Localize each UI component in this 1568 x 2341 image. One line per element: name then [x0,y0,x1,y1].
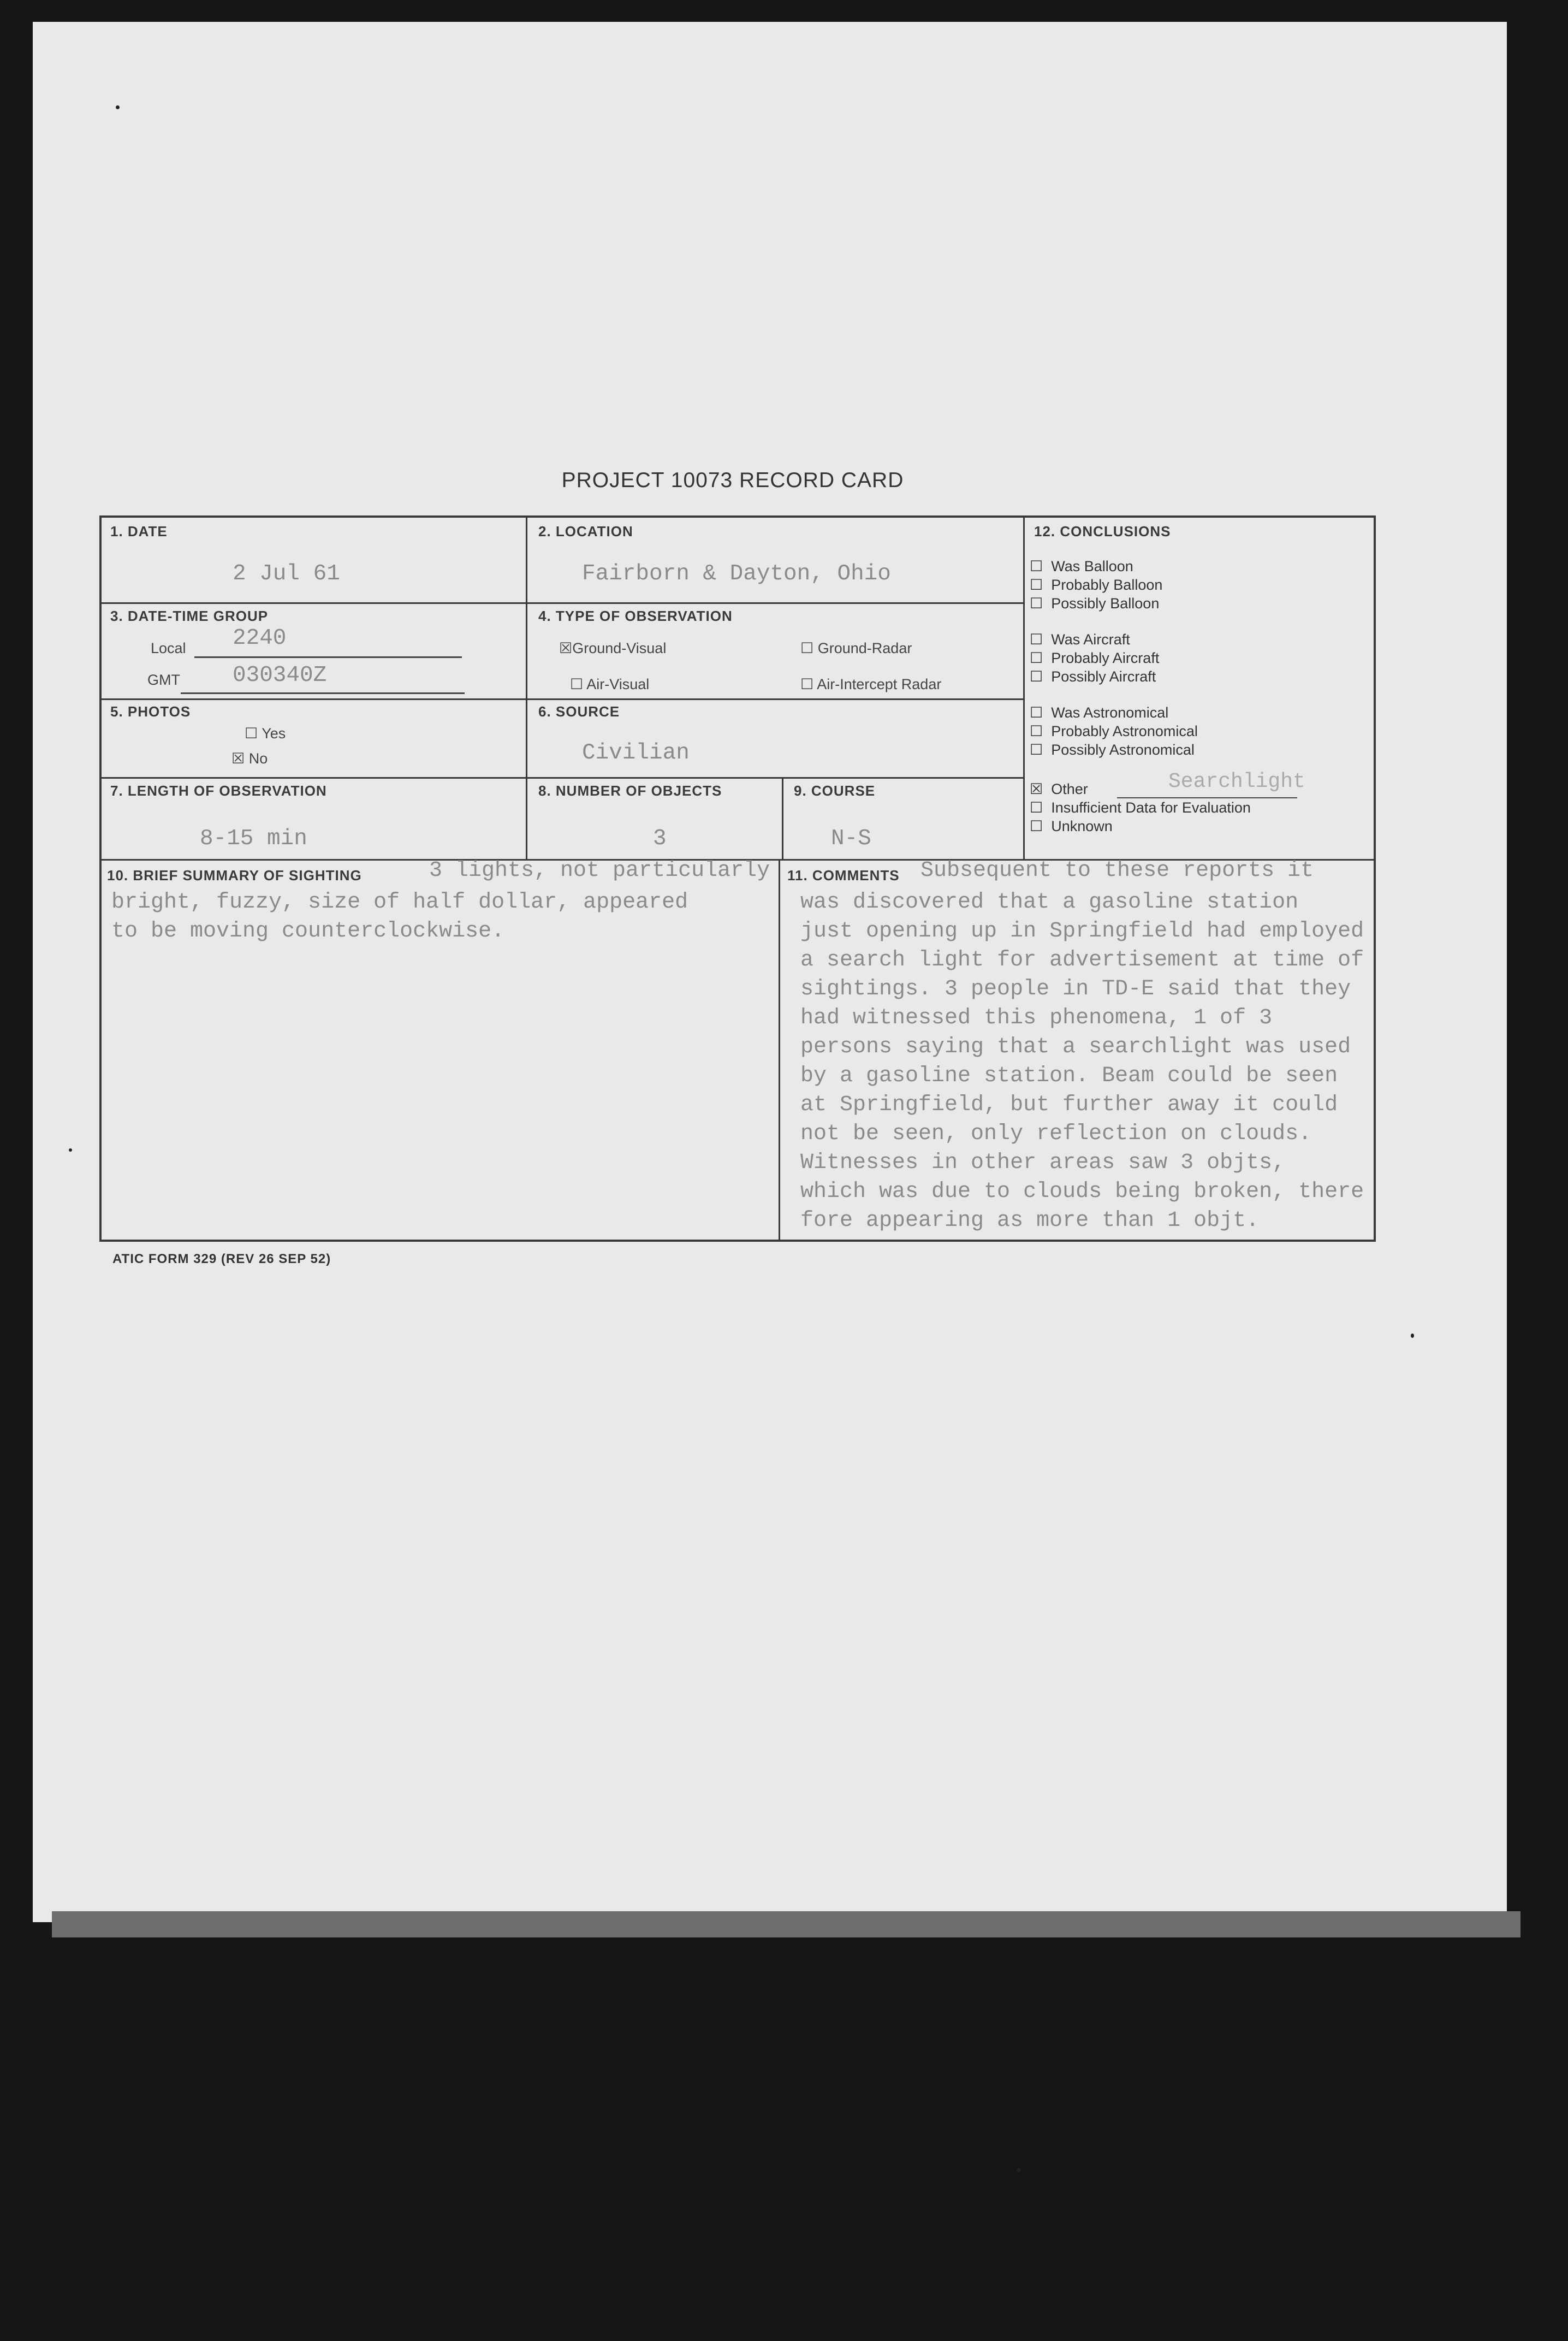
location-label: 2. LOCATION [538,523,633,540]
air-intercept-radar-option[interactable]: ☐ Air-Intercept Radar [800,676,942,692]
checkbox-icon[interactable]: ☐ [800,640,814,656]
date-time-group-label: 3. DATE-TIME GROUP [110,608,269,624]
scan-speck [1411,1334,1414,1338]
local-time-label: Local [151,640,186,656]
record-card [99,515,1376,1242]
comments-text [800,888,1364,1235]
conclusion-option[interactable]: ☐ Possibly Astronomical [1030,742,1195,758]
conclusion-option[interactable]: ☐ Probably Astronomical [1030,723,1198,739]
conclusion-option[interactable]: ☐ Probably Aircraft [1030,650,1160,666]
conclusion-other-row[interactable] [1030,780,1088,798]
length-of-observation-label: 7. LENGTH OF OBSERVATION [110,783,327,799]
comment-line: a search light for advertisement at time of [800,948,1364,973]
other-value: Searchlight [1168,770,1305,793]
number-of-objects-label: 8. NUMBER OF OBJECTS [538,783,722,799]
divider [1023,518,1025,859]
checkbox-icon[interactable]: ☐ [1030,704,1043,721]
checkbox-checked-icon[interactable]: ☒ [559,640,573,656]
scan-speck [1017,2168,1021,2172]
conclusions-label: 12. CONCLUSIONS [1034,523,1171,540]
page-edge-shadow [52,1911,1521,1937]
scan-speck [116,105,120,109]
summary-text [111,888,688,946]
other-label: Other [1051,781,1088,797]
divider [102,777,1023,779]
conclusion-option[interactable]: ☐ Was Astronomical [1030,704,1169,721]
comment-line: persons saying that a searchlight was used [800,1035,1351,1059]
ground-radar-option[interactable]: ☐ Ground-Radar [800,640,912,656]
ground-visual-option[interactable]: ☒Ground-Visual [559,640,667,656]
location-value: Fairborn & Dayton, Ohio [582,561,891,586]
type-of-observation-label: 4. TYPE OF OBSERVATION [538,608,733,624]
checkbox-icon[interactable]: ☐ [1030,818,1043,834]
conclusion-unknown-row[interactable]: ☐ Unknown [1030,818,1113,834]
divider [779,859,780,1242]
number-of-objects-value: 3 [653,826,667,851]
checkbox-icon[interactable]: ☐ [245,725,258,742]
checkbox-icon[interactable]: ☐ [570,676,584,692]
source-value: Civilian [582,740,690,766]
conclusion-option[interactable]: ☐ Possibly Aircraft [1030,668,1156,685]
checkbox-icon[interactable]: ☐ [1030,723,1043,739]
photos-no-option[interactable]: ☒ No [231,750,268,767]
checkbox-icon[interactable]: ☐ [800,676,814,692]
air-visual-option[interactable]: ☐ Air-Visual [570,676,650,692]
summary-first-line: 3 lights, not particularly [429,858,770,883]
checkbox-icon[interactable]: ☐ [1030,742,1043,758]
photos-label: 5. PHOTOS [110,703,191,720]
summary-line: to be moving counterclockwise. [111,919,505,944]
checkbox-icon[interactable]: ☐ [1030,577,1043,593]
divider [102,602,1023,604]
comment-line: which was due to clouds being broken, there [800,1180,1364,1204]
date-value: 2 Jul 61 [233,561,340,586]
checkbox-icon[interactable]: ☐ [1030,558,1043,574]
conclusion-option[interactable]: ☐ Was Balloon [1030,558,1133,574]
local-time-underline [194,656,462,658]
source-label: 6. SOURCE [538,703,620,720]
conclusions-astronomical-group [1030,703,1198,759]
conclusions-balloon-group [1030,557,1162,613]
conclusion-insufficient-row[interactable]: ☐ Insufficient Data for Evaluation [1030,799,1251,816]
gmt-underline [181,692,465,694]
comments-first-line: Subsequent to these reports it [920,858,1314,883]
comment-line: by a gasoline station. Beam could be seen [800,1064,1338,1088]
divider [526,518,527,859]
checkbox-icon[interactable]: ☐ [1030,650,1043,666]
length-of-observation-value: 8-15 min [200,826,307,851]
summary-line: bright, fuzzy, size of half dollar, appeared [111,890,688,915]
comment-line: was discovered that a gasoline station [800,890,1299,915]
course-label: 9. COURSE [794,783,876,799]
checkbox-checked-icon[interactable]: ☒ [1030,781,1043,797]
local-time-value: 2240 [233,626,287,651]
comment-line: Witnesses in other areas saw 3 objts, [800,1151,1286,1175]
checkbox-icon[interactable]: ☐ [1030,595,1043,612]
comment-line: at Springfield, but further away it could [800,1093,1338,1117]
conclusions-aircraft-group [1030,630,1159,686]
comment-line: not be seen, only reflection on clouds. [800,1122,1312,1146]
checkbox-checked-icon[interactable]: ☒ [231,750,245,767]
course-value: N-S [831,826,871,851]
photos-yes-option[interactable]: ☐ Yes [245,725,286,742]
summary-label: 10. BRIEF SUMMARY OF SIGHTING [107,867,362,884]
checkbox-icon[interactable]: ☐ [1030,631,1043,648]
checkbox-icon[interactable]: ☐ [1030,668,1043,685]
comments-label: 11. COMMENTS [787,867,900,884]
gmt-label: GMT [147,672,180,688]
date-label: 1. DATE [110,523,168,540]
conclusion-option[interactable]: ☐ Probably Balloon [1030,577,1163,593]
divider [102,698,1023,700]
comment-line: sightings. 3 people in TD-E said that they [800,977,1351,1001]
comment-line: had witnessed this phenomena, 1 of 3 [800,1006,1273,1030]
checkbox-icon[interactable]: ☐ [1030,799,1043,816]
conclusion-option[interactable]: ☐ Was Aircraft [1030,631,1130,648]
comment-line: just opening up in Springfield had employed [800,919,1364,944]
card-title: PROJECT 10073 RECORD CARD [561,469,904,492]
gmt-value: 030340Z [233,663,327,688]
scan-speck [69,1148,72,1152]
conclusion-option[interactable]: ☐ Possibly Balloon [1030,595,1160,612]
form-number: ATIC FORM 329 (REV 26 SEP 52) [112,1252,331,1266]
divider [782,777,783,859]
comment-line: fore appearing as more than 1 objt. [800,1208,1260,1233]
